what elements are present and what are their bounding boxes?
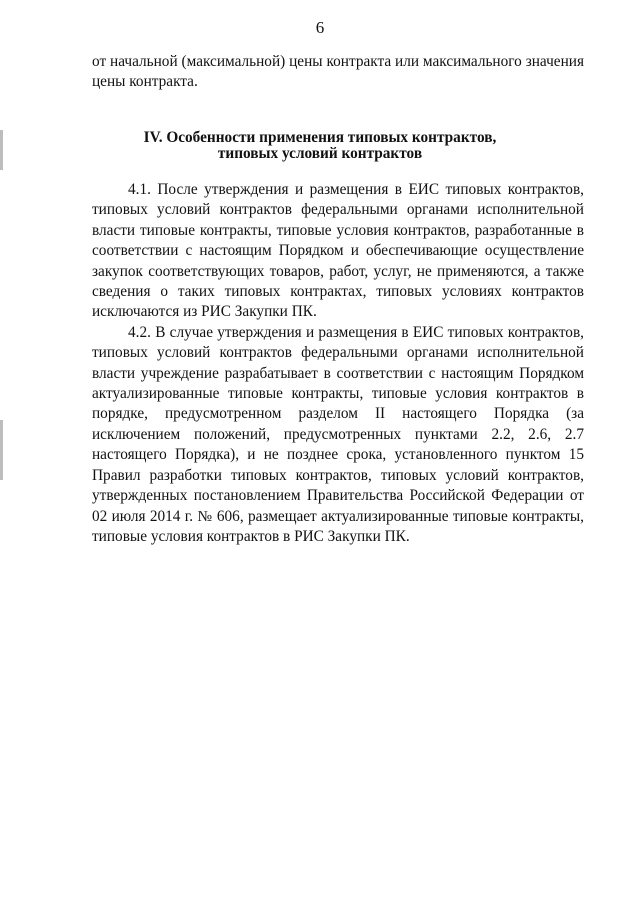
paragraph-4-2: 4.2. В случае утверждения и размещения в ЕИС типовых контрактов, типовых условий контрактов федеральными органами исполнительной власти учреждение разрабатывает в соответствии с настоящим Порядком актуализированные типовые контракты, типовые условия контрактов в порядке, предусмотренном разделом II настоящего Порядка (за исключением положений, предусмотренных пунктами 2.2, 2.6, 2.7 настоящего Порядка), и не позднее срока, установленного пунктом 15 Правил разработки типовых контрактов, типовых условий контрактов, утвержденных постановлением Правительства Российской Федерации от 02 июля 2014 г. № 606, размещает актуализированные типовые контракты, типовые условия контрактов в РИС Закупки ПК. [92, 323, 584, 545]
section-body [92, 180, 584, 547]
continuation-text: от начальной (максимальной) цены контракта или максимального значения цены контракта. [92, 53, 584, 91]
paragraph-4-1: 4.1. После утверждения и размещения в ЕИС типовых контрактов, типовых условий контрактов федеральными органами исполнительной власти типовые контракты, типовые условия контрактов, разработанные в соответствии с настоящим Порядком и обеспечивающие осуществление закупок соответствующих товаров, работ, услуг, не применяются, а также сведения о таких типовых контрактах, типовых условиях контрактов исключаются из РИС Закупки ПК. [92, 181, 584, 321]
scan-edge-mark [0, 420, 3, 480]
section-heading [60, 130, 580, 162]
page-number: 6 [315, 18, 325, 37]
scan-edge-mark [0, 130, 3, 170]
section-heading-line-2: типовых условий контрактов [217, 145, 423, 162]
continuation-paragraph [92, 52, 584, 93]
section-heading-line-1: IV. Особенности применения типовых контрактов, [143, 129, 497, 146]
